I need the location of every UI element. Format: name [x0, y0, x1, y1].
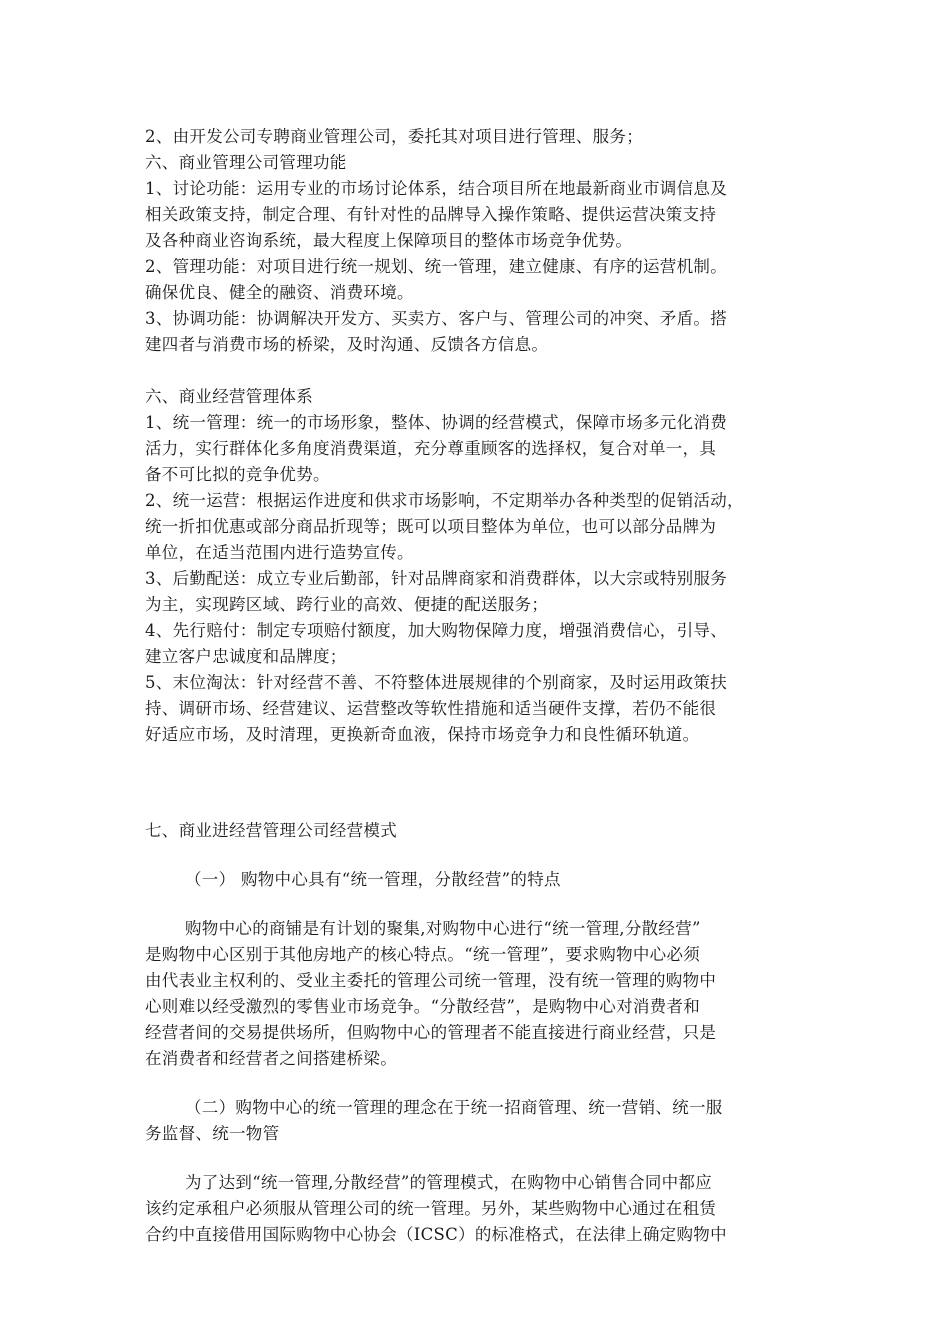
text-line: 2、统一运营：根据运作进度和供求市场影响，不定期举办各种类型的促销活动，	[145, 491, 744, 510]
text-line: 相关政策支持，制定合理、有针对性的品牌导入操作策略、提供运营决策支持	[145, 205, 717, 224]
paragraph-line: 该约定承租户必须服从管理公司的统一管理。另外，某些购物中心通过在租赁	[145, 1199, 717, 1218]
text-line: 为主，实现跨区域、跨行业的高效、便捷的配送服务；	[145, 595, 549, 614]
text-line: 好适应市场，及时清理，更换新奇血液，保持市场竞争力和良性循环轨道。	[145, 725, 700, 744]
text-line: 1、统一管理：统一的市场形象，整体、协调的经营模式，保障市场多元化消费	[145, 413, 727, 432]
section-heading: 七、商业进经营管理公司经营模式	[145, 821, 397, 840]
text-line: 1、讨论功能：运用专业的市场讨论体系，结合项目所在地最新商业市调信息及	[145, 179, 727, 198]
paragraph-line: 购物中心的商铺是有计划的聚集,对购物中心进行“统一管理,分散经营”	[185, 919, 701, 938]
text-line: 备不可比拟的竞争优势。	[145, 465, 330, 484]
text-line: 确保优良、健全的融资、消费环境。	[145, 283, 414, 302]
subheading: 务监督、统一物管	[145, 1124, 280, 1143]
section-heading: 六、商业管理公司管理功能	[145, 153, 347, 172]
text-line: 3、后勤配送：成立专业后勤部，针对品牌商家和消费群体，以大宗或特别服务	[145, 569, 727, 588]
paragraph-line: 心则难以经受激烈的零售业市场竞争。“分散经营”，是购物中心对消费者和	[145, 997, 701, 1016]
paragraph-line: 是购物中心区别于其他房地产的核心特点。“统一管理”，要求购物中心必须	[145, 945, 701, 964]
text-line: 5、末位淘汰：针对经营不善、不符整体进展规律的个别商家，及时运用政策扶	[145, 673, 727, 692]
paragraph-line: 合约中直接借用国际购物中心协会（ICSC）的标准格式，在法律上确定购物中	[145, 1225, 727, 1244]
paragraph-line: 经营者间的交易提供场所，但购物中心的管理者不能直接进行商业经营，只是	[145, 1023, 717, 1042]
text-line: 统一折扣优惠或部分商品折现等；既可以项目整体为单位，也可以部分品牌为	[145, 517, 717, 536]
text-line: 单位，在适当范围内进行造势宣传。	[145, 543, 414, 562]
text-line: 3、协调功能：协调解决开发方、买卖方、客户与、管理公司的冲突、矛盾。搭	[145, 309, 727, 328]
section-heading: 六、商业经营管理体系	[145, 387, 313, 406]
paragraph-line: 由代表业主权利的、受业主委托的管理公司统一管理，没有统一管理的购物中	[145, 971, 717, 990]
text-line: 活力，实行群体化多角度消费渠道，充分尊重顾客的选择权，复合对单一，具	[145, 439, 717, 458]
text-line: 及各种商业咨询系统，最大程度上保障项目的整体市场竞争优势。	[145, 231, 633, 250]
text-line: 持、调研市场、经营建议、运营整改等软性措施和适当硬件支撑，若仍不能很	[145, 699, 717, 718]
text-line: 建立客户忠诚度和品牌度；	[145, 647, 347, 666]
subheading: （二）购物中心的统一管理的理念在于统一招商管理、统一营销、统一服	[185, 1098, 723, 1117]
text-line: 建四者与消费市场的桥梁，及时沟通、反馈各方信息。	[145, 335, 549, 354]
text-line: 4、先行赔付：制定专项赔付额度，加大购物保障力度，增强消费信心，引导、	[145, 621, 727, 640]
paragraph-line: 在消费者和经营者之间搭建桥梁。	[145, 1049, 397, 1068]
paragraph-line: 为了达到“统一管理,分散经营”的管理模式，在购物中心销售合同中都应	[185, 1173, 713, 1192]
text-line: 2、管理功能：对项目进行统一规划、统一管理，建立健康、有序的运营机制。	[145, 257, 727, 276]
subheading: （一） 购物中心具有“统一管理，分散经营”的特点	[185, 870, 561, 889]
text-line: 2、由开发公司专聘商业管理公司，委托其对项目进行管理、服务；	[145, 127, 643, 146]
